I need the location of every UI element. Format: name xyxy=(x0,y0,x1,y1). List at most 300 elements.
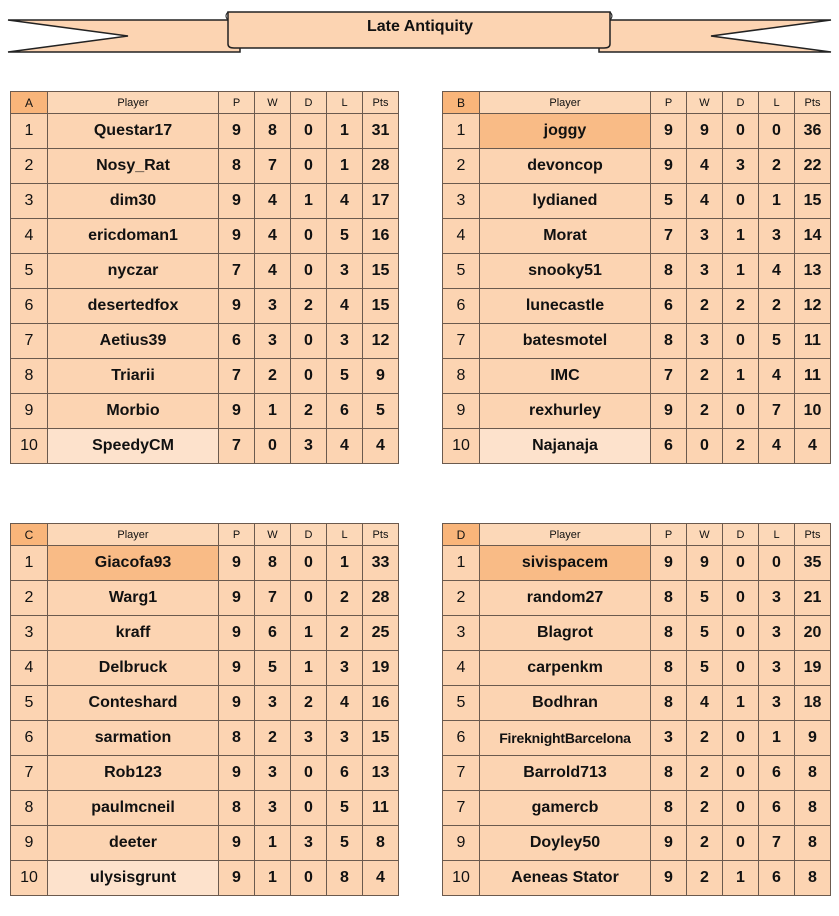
played-header: P xyxy=(219,524,255,546)
lost-header: L xyxy=(327,92,363,114)
played-cell: 7 xyxy=(651,359,687,394)
table-row xyxy=(443,359,831,394)
played-cell: 9 xyxy=(219,546,255,581)
points-cell: 8 xyxy=(795,861,831,896)
points-cell: 8 xyxy=(363,826,399,861)
points-cell: 16 xyxy=(363,219,399,254)
points-cell: 10 xyxy=(795,394,831,429)
lost-header: L xyxy=(759,92,795,114)
table-row xyxy=(443,581,831,616)
played-cell: 9 xyxy=(651,114,687,149)
won-cell: 2 xyxy=(687,394,723,429)
drawn-cell: 3 xyxy=(291,429,327,464)
played-cell: 8 xyxy=(651,581,687,616)
rank-cell: 7 xyxy=(11,324,48,359)
points-cell: 13 xyxy=(795,254,831,289)
lost-cell: 1 xyxy=(759,184,795,219)
won-cell: 7 xyxy=(255,149,291,184)
rank-cell: 9 xyxy=(11,394,48,429)
won-cell: 5 xyxy=(687,651,723,686)
lost-cell: 3 xyxy=(759,686,795,721)
won-cell: 1 xyxy=(255,861,291,896)
points-cell: 19 xyxy=(795,651,831,686)
drawn-cell: 2 xyxy=(723,429,759,464)
drawn-cell: 0 xyxy=(723,721,759,756)
player-name-cell: lydianed xyxy=(480,184,651,219)
points-cell: 12 xyxy=(363,324,399,359)
points-cell: 15 xyxy=(363,289,399,324)
played-cell: 8 xyxy=(651,651,687,686)
drawn-cell: 0 xyxy=(723,756,759,791)
table-row xyxy=(11,184,399,219)
drawn-cell: 3 xyxy=(291,826,327,861)
points-cell: 15 xyxy=(795,184,831,219)
won-cell: 9 xyxy=(687,114,723,149)
won-cell: 2 xyxy=(687,861,723,896)
played-cell: 9 xyxy=(651,826,687,861)
won-cell: 5 xyxy=(687,581,723,616)
rank-cell: 1 xyxy=(443,114,480,149)
points-cell: 36 xyxy=(795,114,831,149)
lost-cell: 3 xyxy=(327,254,363,289)
table-row xyxy=(443,289,831,324)
rank-cell: 3 xyxy=(11,184,48,219)
rank-cell: 3 xyxy=(443,184,480,219)
player-name-cell: Blagrot xyxy=(480,616,651,651)
points-cell: 35 xyxy=(795,546,831,581)
drawn-cell: 0 xyxy=(291,219,327,254)
played-cell: 8 xyxy=(651,686,687,721)
drawn-cell: 3 xyxy=(291,721,327,756)
won-cell: 3 xyxy=(255,686,291,721)
group-letter: C xyxy=(11,524,48,546)
player-name-cell: deeter xyxy=(48,826,219,861)
played-cell: 9 xyxy=(651,861,687,896)
drawn-cell: 1 xyxy=(291,651,327,686)
played-cell: 6 xyxy=(219,324,255,359)
table-header-row xyxy=(11,524,399,546)
table-row xyxy=(443,324,831,359)
drawn-cell: 1 xyxy=(291,616,327,651)
lost-cell: 4 xyxy=(327,184,363,219)
drawn-cell: 1 xyxy=(723,359,759,394)
drawn-cell: 0 xyxy=(723,546,759,581)
player-name-cell: Nosy_Rat xyxy=(48,149,219,184)
won-header: W xyxy=(255,92,291,114)
played-cell: 9 xyxy=(651,149,687,184)
table-row xyxy=(11,721,399,756)
lost-cell: 3 xyxy=(759,219,795,254)
rank-cell: 4 xyxy=(11,219,48,254)
won-cell: 4 xyxy=(255,219,291,254)
rank-cell: 1 xyxy=(443,546,480,581)
played-header: P xyxy=(219,92,255,114)
page-title: Late Antiquity xyxy=(366,18,474,35)
table-row xyxy=(443,721,831,756)
points-cell: 21 xyxy=(795,581,831,616)
table-row xyxy=(11,861,399,896)
won-cell: 4 xyxy=(687,149,723,184)
won-cell: 7 xyxy=(255,581,291,616)
rank-cell: 6 xyxy=(11,721,48,756)
player-name-cell: Morbio xyxy=(48,394,219,429)
table-row xyxy=(11,114,399,149)
player-name-cell: Rob123 xyxy=(48,756,219,791)
rank-cell: 7 xyxy=(443,791,480,826)
table-row xyxy=(11,756,399,791)
lost-cell: 0 xyxy=(759,546,795,581)
group-table-d xyxy=(442,523,831,896)
won-cell: 2 xyxy=(255,359,291,394)
rank-cell: 1 xyxy=(11,114,48,149)
table-row xyxy=(11,826,399,861)
player-header: Player xyxy=(48,524,219,546)
player-name-cell: lunecastle xyxy=(480,289,651,324)
player-name-cell: paulmcneil xyxy=(48,791,219,826)
points-cell: 9 xyxy=(795,721,831,756)
rank-cell: 9 xyxy=(443,826,480,861)
drawn-cell: 1 xyxy=(723,219,759,254)
points-cell: 8 xyxy=(795,791,831,826)
drawn-header: D xyxy=(291,524,327,546)
played-cell: 9 xyxy=(219,289,255,324)
rank-cell: 1 xyxy=(11,546,48,581)
table-row xyxy=(443,686,831,721)
player-header: Player xyxy=(48,92,219,114)
played-header: P xyxy=(651,92,687,114)
player-name-cell: Doyley50 xyxy=(480,826,651,861)
lost-header: L xyxy=(759,524,795,546)
drawn-cell: 0 xyxy=(291,149,327,184)
drawn-cell: 2 xyxy=(291,289,327,324)
table-row xyxy=(11,359,399,394)
played-header: P xyxy=(651,524,687,546)
rank-cell: 6 xyxy=(11,289,48,324)
table-row xyxy=(11,651,399,686)
played-cell: 8 xyxy=(651,616,687,651)
player-name-cell: desertedfox xyxy=(48,289,219,324)
player-name-cell: devoncop xyxy=(480,149,651,184)
points-header: Pts xyxy=(795,92,831,114)
player-name-cell: random27 xyxy=(480,581,651,616)
player-name-cell: sarmation xyxy=(48,721,219,756)
player-name-cell: Aeneas Stator xyxy=(480,861,651,896)
drawn-cell: 0 xyxy=(723,581,759,616)
rank-cell: 2 xyxy=(443,581,480,616)
won-cell: 5 xyxy=(255,651,291,686)
group-letter: D xyxy=(443,524,480,546)
player-name-cell: gamercb xyxy=(480,791,651,826)
rank-cell: 10 xyxy=(11,861,48,896)
table-row xyxy=(11,616,399,651)
points-cell: 5 xyxy=(363,394,399,429)
points-cell: 15 xyxy=(363,254,399,289)
won-cell: 4 xyxy=(255,184,291,219)
rank-cell: 2 xyxy=(443,149,480,184)
table-row xyxy=(443,394,831,429)
player-name-cell: Aetius39 xyxy=(48,324,219,359)
points-cell: 15 xyxy=(363,721,399,756)
won-cell: 4 xyxy=(687,184,723,219)
points-cell: 11 xyxy=(795,324,831,359)
drawn-cell: 0 xyxy=(723,616,759,651)
player-header: Player xyxy=(480,524,651,546)
won-header: W xyxy=(255,524,291,546)
played-cell: 8 xyxy=(651,324,687,359)
player-name-cell: Delbruck xyxy=(48,651,219,686)
drawn-cell: 0 xyxy=(291,756,327,791)
drawn-cell: 2 xyxy=(723,289,759,324)
won-cell: 3 xyxy=(255,756,291,791)
player-name-cell: batesmotel xyxy=(480,324,651,359)
points-cell: 33 xyxy=(363,546,399,581)
lost-cell: 4 xyxy=(759,429,795,464)
lost-cell: 1 xyxy=(327,149,363,184)
drawn-cell: 0 xyxy=(723,394,759,429)
table-row xyxy=(443,826,831,861)
lost-cell: 2 xyxy=(327,581,363,616)
group-table-a xyxy=(10,91,399,464)
lost-cell: 4 xyxy=(759,359,795,394)
player-name-cell: joggy xyxy=(480,114,651,149)
lost-cell: 2 xyxy=(327,616,363,651)
points-cell: 11 xyxy=(363,791,399,826)
drawn-cell: 1 xyxy=(723,254,759,289)
player-name-cell: sivispacem xyxy=(480,546,651,581)
table-row xyxy=(443,219,831,254)
lost-cell: 7 xyxy=(759,826,795,861)
player-name-cell: kraff xyxy=(48,616,219,651)
rank-cell: 8 xyxy=(11,359,48,394)
points-cell: 16 xyxy=(363,686,399,721)
player-name-cell: Triarii xyxy=(48,359,219,394)
played-cell: 9 xyxy=(219,686,255,721)
group-table-c xyxy=(10,523,399,896)
player-name-cell: ulysisgrunt xyxy=(48,861,219,896)
rank-cell: 5 xyxy=(11,686,48,721)
player-name-cell: IMC xyxy=(480,359,651,394)
played-cell: 7 xyxy=(219,254,255,289)
lost-cell: 4 xyxy=(759,254,795,289)
drawn-cell: 0 xyxy=(291,114,327,149)
won-cell: 2 xyxy=(687,756,723,791)
played-cell: 9 xyxy=(651,546,687,581)
played-cell: 8 xyxy=(219,721,255,756)
rank-cell: 10 xyxy=(443,861,480,896)
won-cell: 2 xyxy=(687,359,723,394)
table-row xyxy=(443,651,831,686)
played-cell: 9 xyxy=(219,826,255,861)
played-cell: 7 xyxy=(219,359,255,394)
table-header-row xyxy=(11,92,399,114)
lost-cell: 3 xyxy=(759,581,795,616)
played-cell: 8 xyxy=(651,791,687,826)
rank-cell: 5 xyxy=(443,254,480,289)
played-cell: 6 xyxy=(651,429,687,464)
rank-cell: 4 xyxy=(11,651,48,686)
rank-cell: 3 xyxy=(443,616,480,651)
table-row xyxy=(443,791,831,826)
drawn-header: D xyxy=(291,92,327,114)
drawn-cell: 0 xyxy=(723,651,759,686)
drawn-cell: 1 xyxy=(723,861,759,896)
rank-cell: 2 xyxy=(11,149,48,184)
player-name-cell: nyczar xyxy=(48,254,219,289)
played-cell: 9 xyxy=(219,184,255,219)
won-cell: 5 xyxy=(687,616,723,651)
table-row xyxy=(11,429,399,464)
lost-cell: 2 xyxy=(759,149,795,184)
points-cell: 14 xyxy=(795,219,831,254)
lost-cell: 6 xyxy=(759,791,795,826)
rank-cell: 8 xyxy=(443,359,480,394)
points-cell: 8 xyxy=(795,756,831,791)
drawn-cell: 0 xyxy=(291,861,327,896)
points-cell: 31 xyxy=(363,114,399,149)
played-cell: 9 xyxy=(219,756,255,791)
won-cell: 8 xyxy=(255,546,291,581)
won-cell: 3 xyxy=(687,324,723,359)
lost-cell: 6 xyxy=(759,756,795,791)
played-cell: 8 xyxy=(651,756,687,791)
player-header: Player xyxy=(480,92,651,114)
player-name-cell: Morat xyxy=(480,219,651,254)
table-row xyxy=(443,184,831,219)
rank-cell: 10 xyxy=(11,429,48,464)
played-cell: 9 xyxy=(219,114,255,149)
played-cell: 7 xyxy=(219,429,255,464)
points-cell: 28 xyxy=(363,581,399,616)
points-header: Pts xyxy=(795,524,831,546)
lost-cell: 5 xyxy=(327,826,363,861)
table-row xyxy=(443,861,831,896)
won-cell: 8 xyxy=(255,114,291,149)
drawn-cell: 0 xyxy=(291,254,327,289)
played-cell: 9 xyxy=(219,616,255,651)
lost-cell: 2 xyxy=(759,289,795,324)
table-row xyxy=(11,791,399,826)
rank-cell: 8 xyxy=(11,791,48,826)
table-row xyxy=(443,254,831,289)
points-cell: 20 xyxy=(795,616,831,651)
drawn-cell: 1 xyxy=(723,686,759,721)
table-row xyxy=(11,254,399,289)
drawn-cell: 0 xyxy=(723,324,759,359)
won-cell: 9 xyxy=(687,546,723,581)
won-cell: 2 xyxy=(255,721,291,756)
won-cell: 3 xyxy=(255,289,291,324)
lost-cell: 5 xyxy=(759,324,795,359)
played-cell: 9 xyxy=(651,394,687,429)
lost-cell: 3 xyxy=(759,651,795,686)
played-cell: 9 xyxy=(219,861,255,896)
points-header: Pts xyxy=(363,524,399,546)
drawn-cell: 0 xyxy=(723,791,759,826)
lost-cell: 1 xyxy=(327,114,363,149)
won-cell: 3 xyxy=(687,254,723,289)
drawn-cell: 0 xyxy=(291,581,327,616)
won-header: W xyxy=(687,92,723,114)
played-cell: 7 xyxy=(651,219,687,254)
player-name-cell: Barrold713 xyxy=(480,756,651,791)
won-cell: 0 xyxy=(687,429,723,464)
won-cell: 2 xyxy=(687,289,723,324)
table-row xyxy=(11,581,399,616)
played-cell: 9 xyxy=(219,219,255,254)
lost-cell: 7 xyxy=(759,394,795,429)
played-cell: 5 xyxy=(651,184,687,219)
played-cell: 3 xyxy=(651,721,687,756)
player-name-cell: FireknightBarcelona xyxy=(480,721,651,756)
lost-cell: 6 xyxy=(327,394,363,429)
lost-cell: 8 xyxy=(327,861,363,896)
drawn-cell: 2 xyxy=(291,686,327,721)
lost-cell: 3 xyxy=(327,324,363,359)
lost-cell: 1 xyxy=(759,721,795,756)
drawn-cell: 2 xyxy=(291,394,327,429)
group-table-b xyxy=(442,91,831,464)
player-name-cell: ericdoman1 xyxy=(48,219,219,254)
rank-cell: 7 xyxy=(11,756,48,791)
table-row xyxy=(11,686,399,721)
table-row xyxy=(443,149,831,184)
lost-cell: 5 xyxy=(327,359,363,394)
points-cell: 4 xyxy=(363,429,399,464)
played-cell: 9 xyxy=(219,394,255,429)
lost-cell: 5 xyxy=(327,791,363,826)
player-name-cell: Najanaja xyxy=(480,429,651,464)
rank-cell: 5 xyxy=(11,254,48,289)
points-cell: 13 xyxy=(363,756,399,791)
table-header-row xyxy=(443,92,831,114)
rank-cell: 4 xyxy=(443,219,480,254)
won-cell: 4 xyxy=(687,686,723,721)
lost-cell: 6 xyxy=(327,756,363,791)
lost-cell: 3 xyxy=(327,651,363,686)
drawn-cell: 0 xyxy=(723,114,759,149)
won-cell: 3 xyxy=(687,219,723,254)
rank-cell: 5 xyxy=(443,686,480,721)
won-cell: 1 xyxy=(255,394,291,429)
drawn-header: D xyxy=(723,92,759,114)
table-row xyxy=(443,756,831,791)
points-header: Pts xyxy=(363,92,399,114)
lost-cell: 4 xyxy=(327,429,363,464)
player-name-cell: Bodhran xyxy=(480,686,651,721)
won-header: W xyxy=(687,524,723,546)
table-row xyxy=(11,219,399,254)
drawn-cell: 1 xyxy=(291,184,327,219)
player-name-cell: carpenkm xyxy=(480,651,651,686)
drawn-cell: 0 xyxy=(291,546,327,581)
points-cell: 11 xyxy=(795,359,831,394)
rank-cell: 10 xyxy=(443,429,480,464)
lost-header: L xyxy=(327,524,363,546)
won-cell: 2 xyxy=(687,791,723,826)
drawn-cell: 3 xyxy=(723,149,759,184)
rank-cell: 4 xyxy=(443,651,480,686)
table-row xyxy=(11,546,399,581)
player-name-cell: SpeedyCM xyxy=(48,429,219,464)
won-cell: 4 xyxy=(255,254,291,289)
rank-cell: 7 xyxy=(443,324,480,359)
won-cell: 3 xyxy=(255,791,291,826)
points-cell: 22 xyxy=(795,149,831,184)
lost-cell: 3 xyxy=(327,721,363,756)
points-cell: 8 xyxy=(795,826,831,861)
lost-cell: 3 xyxy=(759,616,795,651)
rank-cell: 6 xyxy=(443,289,480,324)
